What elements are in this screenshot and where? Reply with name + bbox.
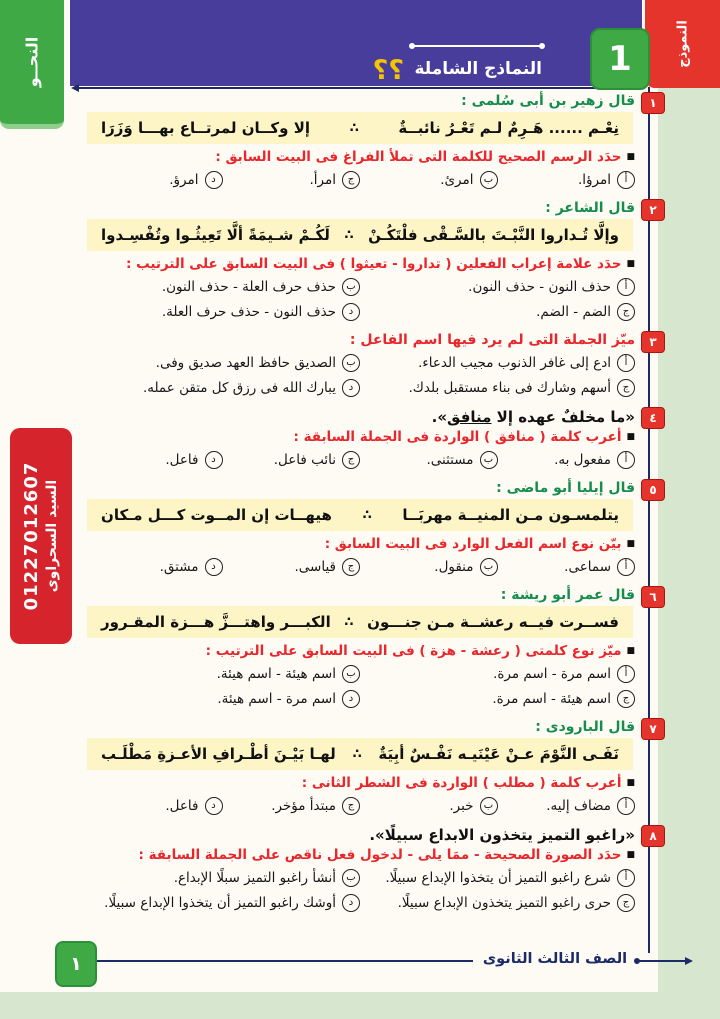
option-item — [223, 167, 361, 192]
option-item — [85, 447, 223, 472]
verse-left-hemistich: إلا وكــان لمرتــاع بهـــا وَزَرَا — [101, 119, 311, 137]
option-text: مستثنى. — [426, 451, 474, 468]
verse-right-hemistich: نِعْـم ...... هَـرِمٌ لـم تَعْـرُ نائبــةٌ — [398, 119, 619, 137]
option-letter-badge: ج — [617, 379, 635, 397]
verse-right-hemistich: نَفَـى النَّوْمَ عـنْ عَيْنَيـه نَفْـسٌ أبِيَةٌ — [378, 745, 619, 763]
options-group — [85, 350, 635, 400]
question-intro: قال البارودى : — [535, 719, 635, 735]
underlined-word: منافق — [447, 408, 492, 426]
verse-highlight — [87, 219, 633, 251]
option-letter-badge: د — [342, 690, 360, 708]
question-prompt-text: حدَد الصورة الصحيحة - ممَا يلى - لدخول فعل ناقص على الجملة السابقة : — [138, 847, 622, 863]
option-letter-badge: ب — [480, 558, 498, 576]
option-text: منقول. — [434, 558, 474, 575]
question-marks-icon: ؟؟ — [372, 55, 404, 86]
question-number-badge: ٧ — [641, 718, 665, 740]
option-letter-badge: د — [342, 303, 360, 321]
verse-separator-icon: ∴ — [362, 507, 372, 523]
question-prompt — [85, 774, 635, 793]
question-number-badge: ٦ — [641, 586, 665, 608]
option-text: اسم هيئة - اسم مرة. — [492, 690, 611, 707]
option-letter-badge: ج — [342, 797, 360, 815]
question-block — [85, 199, 657, 324]
option-text: امرؤا. — [578, 171, 611, 188]
option-text: مبتدأ مؤخر. — [271, 797, 336, 814]
verse-left-hemistich: لَكُـمْ شـيمَةً ألَّا تَعِيثُـوا وتُفْسِـدوا — [101, 226, 330, 244]
verse-left-hemistich: هيهــات إن المــوت كـــل مـكان — [101, 506, 332, 524]
option-text: فاعل. — [165, 797, 199, 814]
option-text: امرئ. — [440, 171, 474, 188]
question-prompt-text: حدَد علامة إعراب الفعلين ( تداروا - تعيثوا ) فى البيت السابق على الترتيب : — [126, 256, 622, 272]
model-tab-label: النموذج — [675, 20, 690, 68]
option-letter-badge: د — [205, 171, 223, 189]
option-text: فاعل. — [165, 451, 199, 468]
option-item — [85, 554, 223, 579]
option-letter-badge: أ — [617, 451, 635, 469]
option-letter-badge: ج — [342, 451, 360, 469]
option-letter-badge: د — [342, 894, 360, 912]
question-prompt-text: ميّز نوع كلمتى ( رعشة - هزة ) فى البيت السابق على الترتيب : — [205, 643, 622, 659]
questions-list — [85, 92, 657, 922]
tutor-name: السيد السحراوى — [43, 479, 60, 593]
option-text: سماعى. — [564, 558, 611, 575]
option-text: حرى راغبو التميز يتخذون الإبداع سبيلًا. — [397, 894, 611, 911]
subject-tab — [0, 0, 64, 129]
options-group — [85, 274, 635, 324]
option-text: مشتق. — [159, 558, 199, 575]
header-connector-line — [78, 87, 642, 89]
question-intro: «ما مخلفٌ عهده إلا منافق». — [431, 408, 635, 426]
option-item — [223, 447, 361, 472]
question-intro: قال عمر أبو ريشة : — [500, 587, 635, 603]
option-text: أسهم وشارك فى بناء مستقبل بلدك. — [408, 379, 611, 396]
option-letter-badge: ج — [342, 558, 360, 576]
option-text: مضاف إليه. — [546, 797, 611, 814]
option-letter-badge: د — [205, 797, 223, 815]
question-intro: ميّز الجملة التى لم يرد فيها اسم الفاعل : — [349, 332, 635, 348]
option-letter-badge: ج — [617, 894, 635, 912]
options-group — [85, 865, 635, 915]
option-item — [360, 865, 635, 890]
option-item — [360, 890, 635, 915]
option-text: اسم مرة - اسم هيئة. — [217, 690, 336, 707]
question-number-badge: ٢ — [641, 199, 665, 221]
option-letter-badge: أ — [617, 558, 635, 576]
option-text: امرأ. — [309, 171, 336, 188]
option-text: اسم هيئة - اسم هيئة. — [216, 665, 336, 682]
bullet-icon: ■ — [626, 432, 635, 442]
option-text: أوشك راغبو التميز أن يتخذوا الإبداع سبيلًا. — [104, 894, 336, 911]
bullet-icon: ■ — [626, 539, 635, 549]
options-group — [85, 661, 635, 711]
option-text: يبارك الله فى رزق كل متقن عمله. — [142, 379, 336, 396]
option-text: مفعول به. — [554, 451, 611, 468]
footer-grade-label: الصف الثالث الثانوى — [482, 951, 628, 967]
option-item — [498, 167, 636, 192]
option-item — [498, 447, 636, 472]
tutor-phone: 01227012607 — [21, 461, 42, 611]
option-text: أنشأ راغبو التميز سبلًا الإبداع. — [173, 869, 336, 886]
option-text: حذف النون - حذف حرف العلة. — [161, 303, 336, 320]
question-number-badge: ٣ — [641, 331, 665, 353]
verse-left-hemistich: الكبـــر واهتـــزَّ هـــزة المقـرور — [101, 613, 331, 631]
option-letter-badge: د — [342, 379, 360, 397]
option-item — [360, 167, 498, 192]
question-prompt-text: أعرب كلمة ( مطلب ) الواردة فى الشطر الثانى : — [301, 775, 622, 791]
option-item — [85, 167, 223, 192]
option-text: امرؤ. — [169, 171, 199, 188]
option-letter-badge: أ — [617, 797, 635, 815]
option-item — [85, 274, 360, 299]
question-number-badge: ٨ — [641, 825, 665, 847]
option-item — [85, 890, 360, 915]
header-rule-line — [412, 45, 542, 47]
question-prompt-text: حدَد الرسم الصحيح للكلمة التى تملأ الفراغ فى البيت السابق : — [215, 149, 622, 165]
verse-separator-icon: ∴ — [349, 120, 359, 136]
verse-right-hemistich: يتلمسـون مـن المنيــة مهربَــا — [402, 506, 619, 524]
bullet-icon: ■ — [626, 646, 635, 656]
option-item — [85, 350, 360, 375]
page-title: النماذج الشاملة — [414, 59, 542, 79]
option-text: اسم مرة - اسم مرة. — [493, 665, 611, 682]
option-item — [360, 686, 635, 711]
option-letter-badge: ب — [480, 171, 498, 189]
question-number-badge: ٥ — [641, 479, 665, 501]
verse-highlight — [87, 606, 633, 638]
option-letter-badge: ب — [480, 451, 498, 469]
option-text: الصديق حافظ العهد صديق وفى. — [155, 354, 336, 371]
option-item — [360, 299, 635, 324]
option-letter-badge: ج — [617, 690, 635, 708]
option-letter-badge: ب — [342, 869, 360, 887]
option-letter-badge: ب — [342, 354, 360, 372]
option-item — [85, 686, 360, 711]
verse-highlight — [87, 499, 633, 531]
footer-line-left — [97, 960, 473, 962]
verse-highlight — [87, 738, 633, 770]
question-number-badge: ٤ — [641, 407, 665, 429]
question-prompt — [85, 428, 635, 447]
question-block — [85, 479, 657, 579]
bullet-icon: ■ — [626, 152, 635, 162]
question-intro: قال إيليا أبو ماضى : — [496, 480, 635, 496]
option-letter-badge: ج — [617, 303, 635, 321]
verse-right-hemistich: وإلَّا تُـداروا النَّبْـتَ بالسَّـقْى فلْتَكُـنْ — [368, 226, 619, 244]
verse-separator-icon: ∴ — [344, 227, 354, 243]
option-item — [360, 793, 498, 818]
option-item — [223, 793, 361, 818]
question-intro: قال زهير بن أبى سُلمى : — [461, 93, 635, 109]
question-prompt-text: أعرب كلمة ( منافق ) الواردة فى الجملة السابقة : — [293, 429, 622, 445]
verse-right-hemistich: فســرت فيــه رعشــة مـن جنـــون — [367, 613, 619, 631]
option-letter-badge: أ — [617, 354, 635, 372]
option-letter-badge: أ — [617, 869, 635, 887]
verse-separator-icon: ∴ — [352, 746, 362, 762]
tutor-contact-box — [10, 428, 72, 644]
question-block — [85, 825, 657, 915]
option-letter-badge: ب — [342, 665, 360, 683]
model-number-badge: 1 — [590, 28, 650, 90]
question-block — [85, 586, 657, 711]
option-letter-badge: أ — [617, 665, 635, 683]
question-prompt — [85, 846, 635, 865]
option-item — [360, 447, 498, 472]
option-item — [85, 661, 360, 686]
question-prompt — [85, 148, 635, 167]
option-text: الضم - الضم. — [536, 303, 611, 320]
question-number-badge: ١ — [641, 92, 665, 114]
option-item — [360, 554, 498, 579]
option-letter-badge: د — [205, 558, 223, 576]
question-intro: قال الشاعر : — [545, 200, 635, 216]
option-letter-badge: ج — [342, 171, 360, 189]
bullet-icon: ■ — [626, 850, 635, 860]
question-block — [85, 718, 657, 818]
subject-tab-label: النحــو — [22, 36, 42, 88]
option-item — [360, 274, 635, 299]
page-number-badge: ١ — [55, 941, 97, 987]
option-letter-badge: ب — [480, 797, 498, 815]
verse-highlight — [87, 112, 633, 144]
option-letter-badge: ب — [342, 278, 360, 296]
option-item — [223, 554, 361, 579]
options-group — [85, 793, 635, 818]
question-prompt-text: بيّن نوع اسم الفعل الوارد فى البيت السابق : — [324, 536, 622, 552]
option-text: خبر. — [449, 797, 474, 814]
option-item — [498, 554, 636, 579]
question-block — [85, 407, 657, 472]
option-text: ادع إلى غافر الذنوب مجيب الدعاء. — [418, 354, 611, 371]
option-item — [360, 661, 635, 686]
verse-separator-icon: ∴ — [344, 614, 354, 630]
option-item — [85, 375, 360, 400]
option-item — [360, 375, 635, 400]
question-block — [85, 92, 657, 192]
option-text: حذف حرف العلة - حذف النون. — [161, 278, 336, 295]
option-letter-badge: أ — [617, 278, 635, 296]
option-text: شرع راغبو التميز أن يتخذوا الإبداع سبيلًا. — [385, 869, 611, 886]
option-text: قياسى. — [294, 558, 336, 575]
header-bar — [70, 0, 642, 86]
question-intro: «راغبو التميز يتخذون الابداع سبيلًا». — [369, 826, 635, 844]
question-prompt — [85, 642, 635, 661]
option-text: حذف النون - حذف النون. — [468, 278, 611, 295]
question-block — [85, 331, 657, 400]
option-letter-badge: أ — [617, 171, 635, 189]
bullet-icon: ■ — [626, 259, 635, 269]
question-prompt — [85, 535, 635, 554]
question-prompt — [85, 255, 635, 274]
bullet-icon: ■ — [626, 778, 635, 788]
option-text: نائب فاعل. — [273, 451, 336, 468]
option-letter-badge: د — [205, 451, 223, 469]
option-item — [360, 350, 635, 375]
option-item — [498, 793, 636, 818]
options-group — [85, 447, 635, 472]
option-item — [85, 299, 360, 324]
option-item — [85, 865, 360, 890]
options-group — [85, 167, 635, 192]
footer-line-right — [636, 960, 686, 962]
model-corner-tab — [645, 0, 720, 88]
options-group — [85, 554, 635, 579]
verse-left-hemistich: لهـا بَيْـنَ أطْـرافِ الأعـزةِ مَطْلَـب — [101, 745, 336, 763]
option-item — [85, 793, 223, 818]
